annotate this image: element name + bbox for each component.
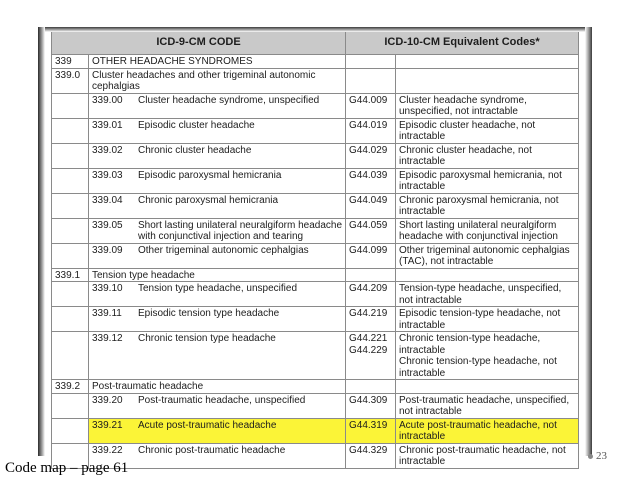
icd9-entry	[92, 120, 342, 132]
icd9-cell	[89, 282, 346, 307]
code-row	[52, 168, 579, 193]
icd9-code: 339.09	[92, 244, 123, 256]
icd9-code: 339.05	[92, 219, 123, 231]
icd9-description: Episodic tension type headache	[138, 308, 280, 319]
section-row	[52, 55, 579, 69]
icd9-description: Tension type headache, unspecified	[138, 283, 298, 294]
icd9-entry	[92, 95, 342, 107]
icd9-code: 339.01	[92, 119, 123, 131]
icd10-description: Episodic tension-type headache, not intractable	[396, 307, 579, 332]
empty-cell	[346, 380, 396, 394]
icd9-code: 339.22	[92, 444, 123, 456]
icd9-code: 339.02	[92, 144, 123, 156]
icd10-description: Post-traumatic headache, unspecified, not intractable	[396, 393, 579, 418]
icd9-entry	[92, 220, 342, 243]
icd10-description-cell	[396, 332, 579, 380]
icd-code-map-table	[51, 31, 579, 469]
icd10-code: G44.019	[346, 118, 396, 143]
code-row	[52, 282, 579, 307]
icd10-code: G44.029	[346, 143, 396, 168]
code-row	[52, 143, 579, 168]
icd9-description: Acute post-traumatic headache	[138, 419, 277, 431]
icd10-code: G44.049	[346, 193, 396, 218]
icd10-description: Short lasting unilateral neuralgiform headache with conjunctival injection	[396, 218, 579, 243]
table-header-row	[52, 32, 579, 55]
icd10-description: Cluster headache syndrome, unspecified, not intractable	[396, 93, 579, 118]
icd10-code: G44.319	[346, 418, 396, 443]
icd10-header: ICD-10-CM Equivalent Codes*	[346, 32, 579, 55]
icd10-description: Chronic post-traumatic headache, not intractable	[396, 443, 579, 468]
icd10-code-cell	[346, 332, 396, 380]
icd10-code: G44.059	[346, 218, 396, 243]
section-description: Cluster headaches and other trigeminal autonomic cephalgias	[89, 68, 346, 93]
icd9-description: Post-traumatic headache, unspecified	[138, 394, 306, 406]
section-description: Tension type headache	[89, 268, 346, 282]
image-top-edge	[38, 27, 592, 32]
empty-cell	[396, 268, 579, 282]
page-number: 23	[596, 450, 607, 462]
icd9-entry	[92, 395, 342, 407]
footer-caption: Code map – page 61	[5, 460, 129, 476]
icd10-description: Other trigeminal autonomic cephalgias (TAC), not intractable	[396, 243, 579, 268]
icd9-cell	[89, 168, 346, 193]
icd9-code: 339.20	[92, 394, 123, 406]
section-code: 339.2	[52, 380, 89, 394]
icd9-code: 339.03	[92, 169, 123, 181]
blank-prefix-cell	[52, 393, 89, 418]
icd9-cell	[89, 243, 346, 268]
icd9-code: 339.00	[92, 94, 123, 106]
icd10-description: Tension-type headache, unspecified, not intractable	[396, 282, 579, 307]
section-code: 339	[52, 55, 89, 69]
blank-prefix-cell	[52, 418, 89, 443]
icd10-description: Chronic tension-type headache, not intractable	[399, 356, 557, 379]
empty-cell	[346, 268, 396, 282]
icd9-header: ICD-9-CM CODE	[52, 32, 346, 55]
code-row	[52, 443, 579, 468]
icd10-code: G44.329	[346, 443, 396, 468]
icd9-entry	[92, 333, 342, 345]
blank-prefix-cell	[52, 282, 89, 307]
icd9-cell	[89, 143, 346, 168]
section-description: Post-traumatic headache	[89, 380, 346, 394]
empty-cell	[396, 55, 579, 69]
icd10-description: Chronic tension-type headache, intractable	[399, 333, 541, 356]
icd9-cell	[89, 418, 346, 443]
icd9-entry	[92, 245, 342, 257]
image-right-edge	[585, 27, 592, 456]
icd10-code: G44.309	[346, 393, 396, 418]
icd9-description: Cluster headache syndrome, unspecified	[138, 94, 320, 106]
icd9-cell	[89, 193, 346, 218]
icd10-description: Acute post-traumatic headache, not intractable	[396, 418, 579, 443]
icd9-code: 339.12	[92, 333, 123, 344]
icd9-description: Other trigeminal autonomic cephalgias	[138, 244, 309, 256]
image-left-edge	[38, 27, 45, 456]
page-bullet	[588, 454, 593, 459]
icd9-description: Chronic paroxysmal hemicrania	[138, 194, 279, 206]
code-row	[52, 93, 579, 118]
icd10-code: G44.219	[346, 307, 396, 332]
code-row	[52, 118, 579, 143]
highlighted-code-row	[52, 418, 579, 443]
blank-prefix-cell	[52, 118, 89, 143]
blank-prefix-cell	[52, 168, 89, 193]
icd9-description: Chronic tension type headache	[138, 333, 276, 344]
icd9-description: Episodic cluster headache	[138, 119, 255, 131]
blank-prefix-cell	[52, 307, 89, 332]
icd9-cell	[89, 93, 346, 118]
icd9-description: Episodic paroxysmal hemicrania	[138, 169, 282, 181]
icd9-entry	[92, 170, 342, 182]
blank-prefix-cell	[52, 193, 89, 218]
icd10-code: G44.209	[346, 282, 396, 307]
empty-cell	[346, 68, 396, 93]
code-row	[52, 332, 579, 380]
blank-prefix-cell	[52, 143, 89, 168]
table-body	[52, 55, 579, 469]
icd9-entry	[92, 145, 342, 157]
icd9-code: 339.10	[92, 283, 123, 294]
empty-cell	[346, 55, 396, 69]
empty-cell	[396, 68, 579, 93]
icd10-description: Chronic paroxysmal hemicrania, not intractable	[396, 193, 579, 218]
icd9-code: 339.11	[92, 308, 122, 319]
icd10-code: G44.009	[346, 93, 396, 118]
blank-prefix-cell	[52, 332, 89, 380]
code-row	[52, 218, 579, 243]
blank-prefix-cell	[52, 243, 89, 268]
icd9-entry	[92, 195, 342, 207]
icd9-entry	[92, 445, 342, 457]
icd10-code: G44.221	[349, 333, 388, 344]
icd9-description: Short lasting unilateral neuralgiform headache with conjunctival injection and tearing	[138, 219, 343, 242]
code-row	[52, 307, 579, 332]
icd9-entry	[92, 420, 342, 432]
empty-cell	[396, 380, 579, 394]
icd10-description: Chronic cluster headache, not intractable	[396, 143, 579, 168]
icd9-cell	[89, 393, 346, 418]
icd9-cell	[89, 118, 346, 143]
code-row	[52, 193, 579, 218]
blank-prefix-cell	[52, 93, 89, 118]
icd9-description: Chronic cluster headache	[138, 144, 252, 156]
icd9-description: Chronic post-traumatic headache	[138, 444, 286, 456]
section-code: 339.0	[52, 68, 89, 93]
icd10-description: Episodic cluster headache, not intractable	[396, 118, 579, 143]
icd9-code: 339.21	[92, 419, 123, 431]
icd9-entry	[92, 283, 342, 295]
icd10-code: G44.229	[349, 344, 388, 356]
code-row	[52, 393, 579, 418]
icd10-description: Episodic paroxysmal hemicrania, not intractable	[396, 168, 579, 193]
section-row	[52, 268, 579, 282]
icd9-code: 339.04	[92, 194, 123, 206]
icd10-code: G44.039	[346, 168, 396, 193]
section-row	[52, 380, 579, 394]
section-row	[52, 68, 579, 93]
icd10-code: G44.099	[346, 243, 396, 268]
icd9-entry	[92, 308, 342, 320]
section-description: OTHER HEADACHE SYNDROMES	[89, 55, 346, 69]
icd9-cell	[89, 218, 346, 243]
section-code: 339.1	[52, 268, 89, 282]
code-row	[52, 243, 579, 268]
icd9-cell	[89, 307, 346, 332]
blank-prefix-cell	[52, 218, 89, 243]
icd9-cell	[89, 332, 346, 380]
